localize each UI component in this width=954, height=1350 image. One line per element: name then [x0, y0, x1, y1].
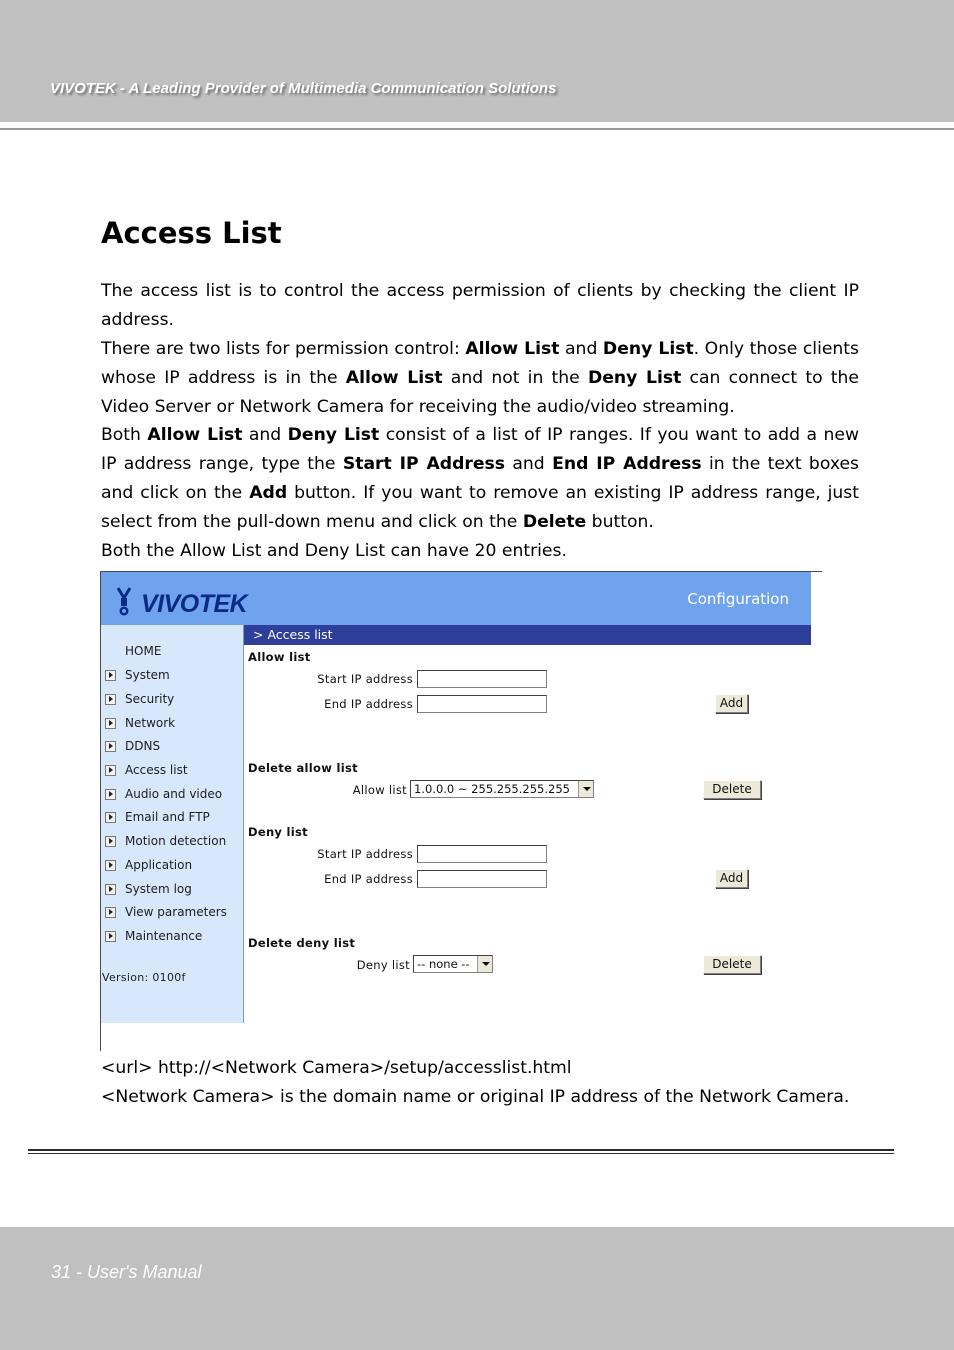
url-line: <url> http://<Network Camera>/setup/accesslist.html	[101, 1058, 572, 1078]
deny-end-ip-label: End IP address	[324, 872, 413, 886]
nav-motion-detection[interactable]: Motion detection	[105, 834, 226, 848]
breadcrumb: > Access list	[253, 627, 333, 642]
arrow-icon	[105, 718, 116, 729]
entries-paragraph: Both the Allow List and Deny List can have 20 entries.	[101, 541, 567, 561]
delete-allow-list-heading: Delete allow list	[248, 761, 358, 775]
ranges-paragraph: Both Allow List and Deny List consist of a list of IP ranges. If you want to add a new IP address range, type the Start IP Address and End IP Address in the text boxes and click on the Add button. If you want to remove an existing IP address range, just select from the pull-down menu and click on the Delete button.	[101, 425, 860, 532]
firmware-version: Version: 0100f	[102, 971, 186, 984]
page-number: 31 - User's Manual	[51, 1262, 202, 1282]
deny-list-heading: Deny list	[248, 825, 308, 839]
nav-system[interactable]: System	[105, 668, 170, 682]
arrow-icon	[105, 836, 116, 847]
allow-list-select-label: Allow list	[352, 783, 407, 797]
deny-start-ip-label: Start IP address	[317, 847, 413, 861]
arrow-icon	[105, 860, 116, 871]
chevron-down-icon	[578, 781, 593, 797]
allow-end-ip-input[interactable]	[417, 695, 547, 713]
config-banner	[101, 572, 811, 625]
nav-access-list[interactable]: Access list	[105, 763, 188, 777]
arrow-icon	[105, 741, 116, 752]
allow-delete-button[interactable]: Delete	[703, 780, 761, 799]
nav-ddns[interactable]: DDNS	[105, 739, 160, 753]
deny-start-ip-input[interactable]	[417, 845, 547, 863]
chevron-down-icon	[477, 956, 492, 972]
arrow-icon	[105, 694, 116, 705]
arrow-icon	[105, 812, 116, 823]
arrow-icon	[105, 765, 116, 776]
deny-delete-button[interactable]: Delete	[703, 955, 761, 974]
nav-system-log[interactable]: System log	[105, 882, 192, 896]
deny-end-ip-input[interactable]	[417, 870, 547, 888]
arrow-icon	[105, 907, 116, 918]
arrow-icon	[105, 931, 116, 942]
vivotek-logo	[115, 586, 248, 620]
deny-list-select-label: Deny list	[356, 958, 410, 972]
config-screenshot	[100, 571, 822, 1051]
header-title: VIVOTEK - A Leading Provider of Multimedia Communication Solutions	[50, 80, 557, 97]
nav-security[interactable]: Security	[105, 692, 174, 706]
nav-home-link[interactable]: HOME	[125, 644, 162, 658]
nav-email-ftp[interactable]: Email and FTP	[105, 810, 210, 824]
allow-start-ip-input[interactable]	[417, 670, 547, 688]
nav-application[interactable]: Application	[105, 858, 192, 872]
footer-divider-thin	[28, 1153, 894, 1154]
camera-figure-icon	[115, 586, 141, 620]
allow-list-heading: Allow list	[248, 650, 311, 664]
deny-list-select[interactable]: -- none --	[413, 955, 493, 973]
breadcrumb-bar	[244, 625, 811, 645]
page-footer	[0, 1227, 954, 1350]
url-note: <Network Camera> is the domain name or original IP address of the Network Camera.	[101, 1087, 850, 1107]
permission-paragraph: There are two lists for permission control: Allow List and Deny List. Only those clients whose IP address is in the Allow List and not in the Deny List can connect to the Video Server or Network Camera for receiving the audio/video streaming.	[101, 339, 860, 417]
allow-list-select[interactable]: 1.0.0.0 ~ 255.255.255.255	[410, 780, 594, 798]
header-divider	[0, 128, 954, 130]
allow-add-button[interactable]: Add	[715, 694, 748, 713]
logo-text: VIVOTEK	[141, 590, 248, 618]
deny-add-button[interactable]: Add	[715, 869, 748, 888]
config-sidebar	[101, 625, 244, 1023]
allow-start-ip-label: Start IP address	[317, 672, 413, 686]
arrow-icon	[105, 670, 116, 681]
section-title: Access List	[101, 216, 282, 250]
allow-end-ip-label: End IP address	[324, 697, 413, 711]
intro-paragraph: The access list is to control the access permission of clients by checking the client IP address.	[101, 281, 859, 330]
nav-view-parameters[interactable]: View parameters	[105, 905, 227, 919]
nav-maintenance[interactable]: Maintenance	[105, 929, 202, 943]
arrow-icon	[105, 789, 116, 800]
arrow-icon	[105, 884, 116, 895]
page-header	[0, 0, 954, 122]
footer-divider	[28, 1149, 894, 1151]
nav-network[interactable]: Network	[105, 716, 175, 730]
delete-deny-list-heading: Delete deny list	[248, 936, 356, 950]
nav-audio-video[interactable]: Audio and video	[105, 787, 222, 801]
configuration-title: Configuration	[687, 590, 789, 608]
